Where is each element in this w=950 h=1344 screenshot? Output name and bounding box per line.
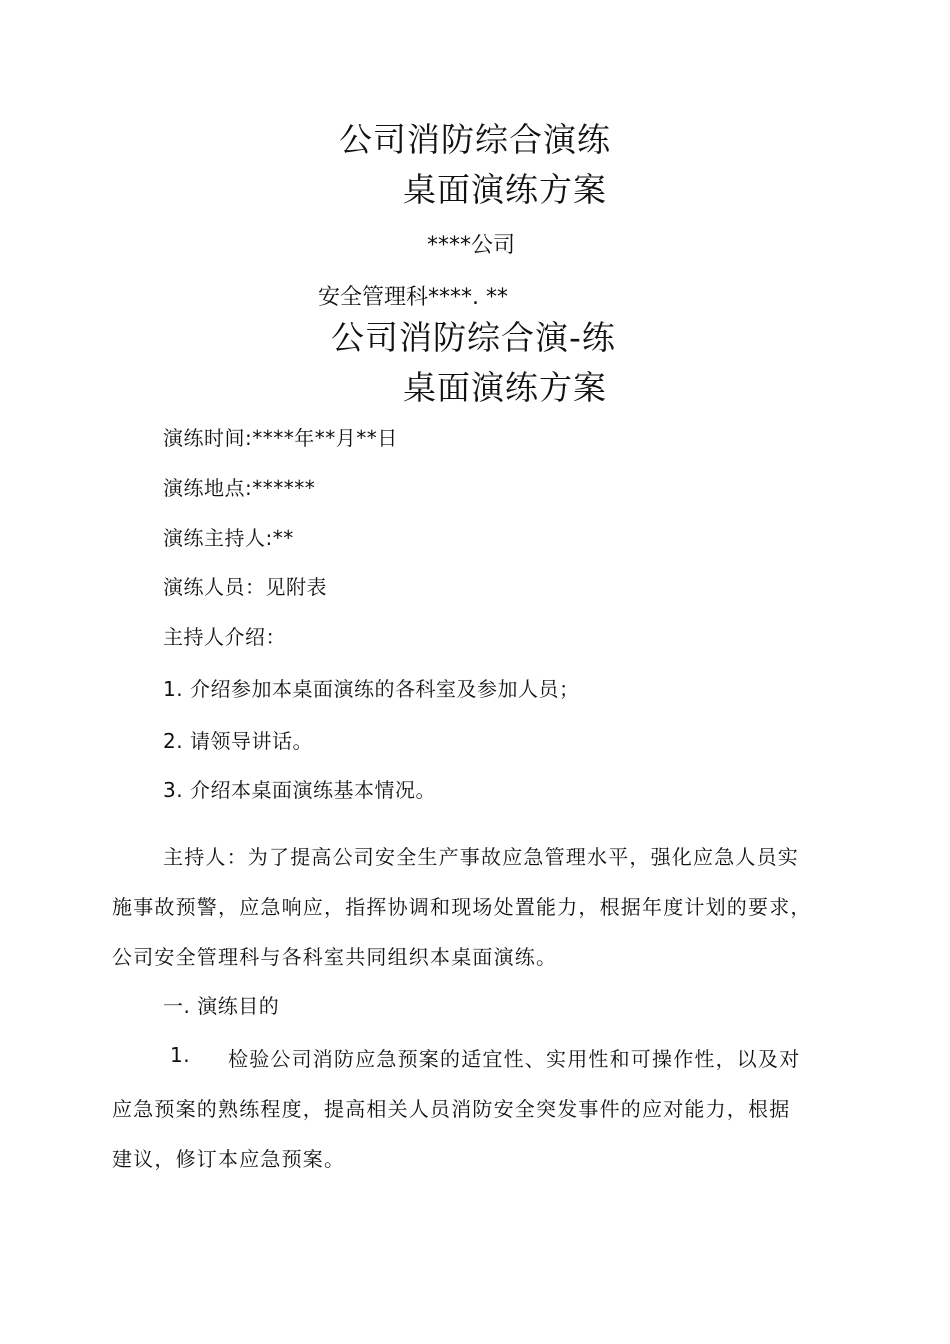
cover-company: ****公司 (427, 233, 516, 258)
cover-dept-date: 安全管理科****. ** (318, 285, 508, 310)
section-heading-purpose: 一. 演练目的 (163, 994, 280, 1018)
drill-staff: 演练人员：见附表 (163, 575, 327, 599)
cover-title-line2: 桌面演练方案 (403, 170, 607, 209)
plan-title-line2: 桌面演练方案 (403, 368, 607, 407)
drill-host: 演练主持人:** (163, 526, 294, 550)
host-speech-line: 公司安全管理科与各科室共同组织本桌面演练。 (112, 945, 558, 969)
drill-time: 演练时间:****年**月**日 (163, 426, 398, 450)
purpose-line: 应急预案的熟练程度，提高相关人员消防安全突发事件的应对能力，根据 (112, 1097, 791, 1121)
intro-item: 1. 介绍参加本桌面演练的各科室及参加人员； (163, 677, 580, 701)
purpose-number: 1. (170, 1043, 191, 1067)
host-speech-line: 施事故预警，应急响应，指挥协调和现场处置能力，根据年度计划的要求， (112, 895, 812, 919)
cover-title-line1: 公司消防综合演练 (339, 120, 611, 159)
host-speech-line: 主持人：为了提高公司安全生产事故应急管理水平，强化应急人员实 (163, 845, 799, 869)
drill-place: 演练地点:****** (163, 476, 316, 500)
plan-title-line1: 公司消防综合演-练 (331, 318, 616, 357)
intro-item: 2. 请领导讲话。 (163, 729, 313, 753)
purpose-line: 检验公司消防应急预案的适宜性、实用性和可操作性，以及对 (228, 1047, 801, 1071)
purpose-line: 建议，修订本应急预案。 (112, 1147, 346, 1171)
host-intro-heading: 主持人介绍： (163, 625, 286, 649)
intro-item: 3. 介绍本桌面演练基本情况。 (163, 778, 436, 802)
